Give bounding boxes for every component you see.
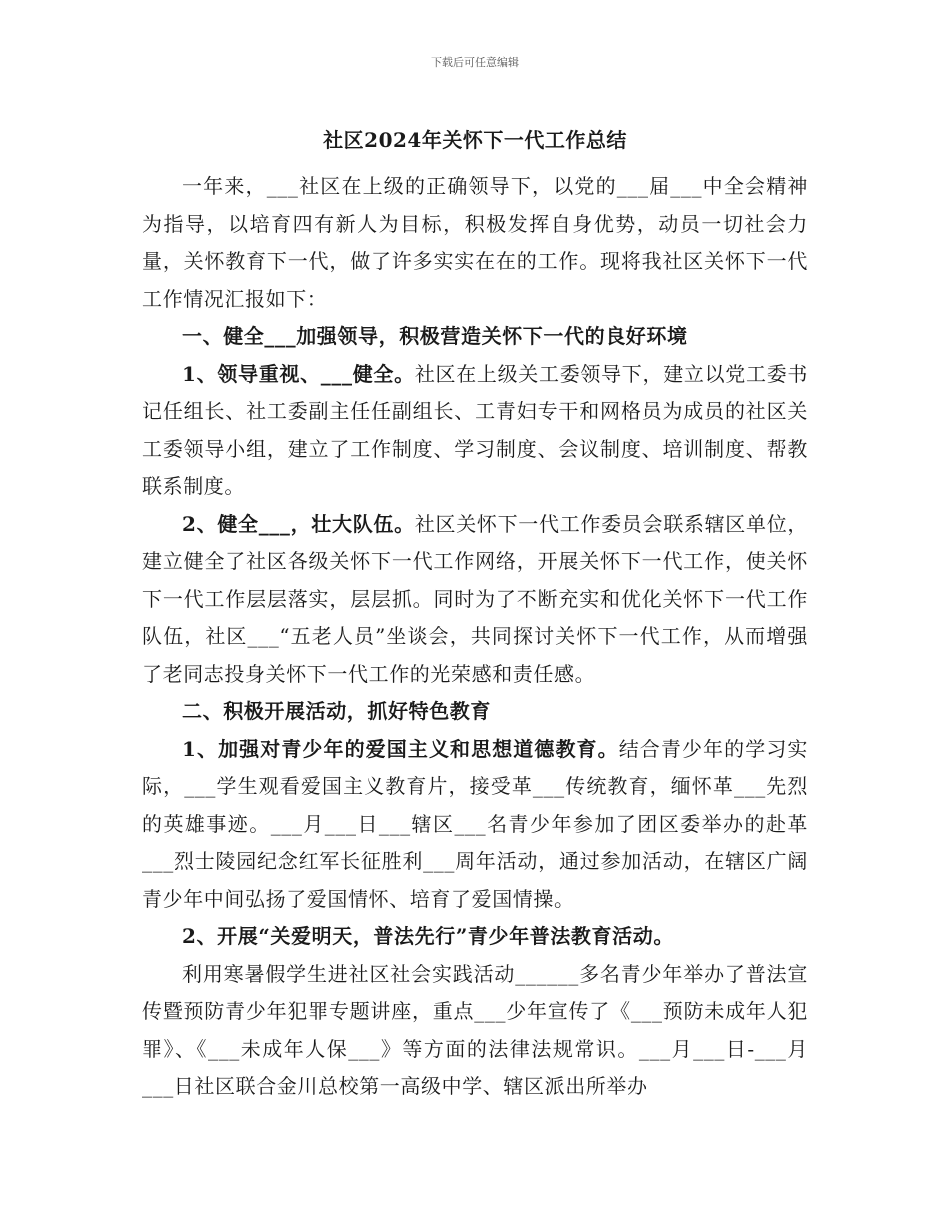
document-title: 社区2024年关怀下一代工作总结 <box>323 128 627 152</box>
section-heading-2: 二、积极开展活动，抓好特色教育 <box>182 699 491 723</box>
paragraph-lead: 1、领导重视、___健全。 <box>182 361 415 386</box>
paragraph-leadership <box>142 356 808 506</box>
document-body <box>142 168 808 1106</box>
section-heading-1: 一、健全___加强领导，积极营造关怀下一代的良好环境 <box>182 324 688 348</box>
paragraph-text: 社区关怀下一代工作委员会联系辖区单位，建立健全了社区各级关怀下一代工作网络，开展关怀下一代工作，使关怀下一代工作层层落实，层层抓。同时为了不断充实和优化关怀下一代工作队伍，社区___“五老人员”坐谈会，共同探讨关怀下一代工作，从而增强了老同志投身关怀下一代工作的光荣感和责任感。 <box>142 511 808 686</box>
paragraph-text: 结合青少年的学习实际，___学生观看爱国主义教育片，接受革___传统教育，缅怀革___先烈的英雄事迹。___月___日___辖区___名青少年参加了团区委举办的赴革___烈士陵园纪念红军长征胜利___周年活动，通过参加活动，在辖区广阔青少年中间弘扬了爱国情怀、培育了爱国情操。 <box>142 736 809 911</box>
paragraph-text: 利用寒暑假学生进社区社会实践活动______多名青少年举办了普法宣传暨预防青少年犯罪专题讲座，重点___少年宣传了《___预防未成年人犯罪》、《___未成年人保___》等方面的法律法规常识。___月___日-___月___日社区联合金川总校第一高级中学、辖区派出所举办 <box>142 961 808 1098</box>
paragraph-lead: 2、健全___，壮大队伍。 <box>182 511 415 536</box>
paragraph-text: 社区在上级关工委领导下，建立以党工委书记任组长、社工委副主任任副组长、工青妇专干和网格员为成员的社区关工委领导小组，建立了工作制度、学习制度、会议制度、培训制度、帮教联系制度。 <box>142 361 808 498</box>
subsection-heading-law: 2、开展“关爱明天，普法先行”青少年普法教育活动。 <box>182 924 674 948</box>
paragraph-lead: 1、加强对青少年的爱国主义和思想道德教育。 <box>182 736 619 761</box>
paragraph-law-education <box>142 956 808 1106</box>
header-note: 下载后可任意编辑 <box>431 56 519 69</box>
paragraph-team <box>142 506 808 694</box>
intro-paragraph <box>142 168 808 318</box>
paragraph-text: 一年来，___社区在上级的正确领导下，以党的___届___中全会精神为指导，以培育四有新人为目标，积极发挥自身优势，动员一切社会力量，关怀教育下一代，做了许多实实在在的工作。现将我社区关怀下一代工作情况汇报如下： <box>142 174 808 311</box>
paragraph-patriotism <box>142 731 808 919</box>
